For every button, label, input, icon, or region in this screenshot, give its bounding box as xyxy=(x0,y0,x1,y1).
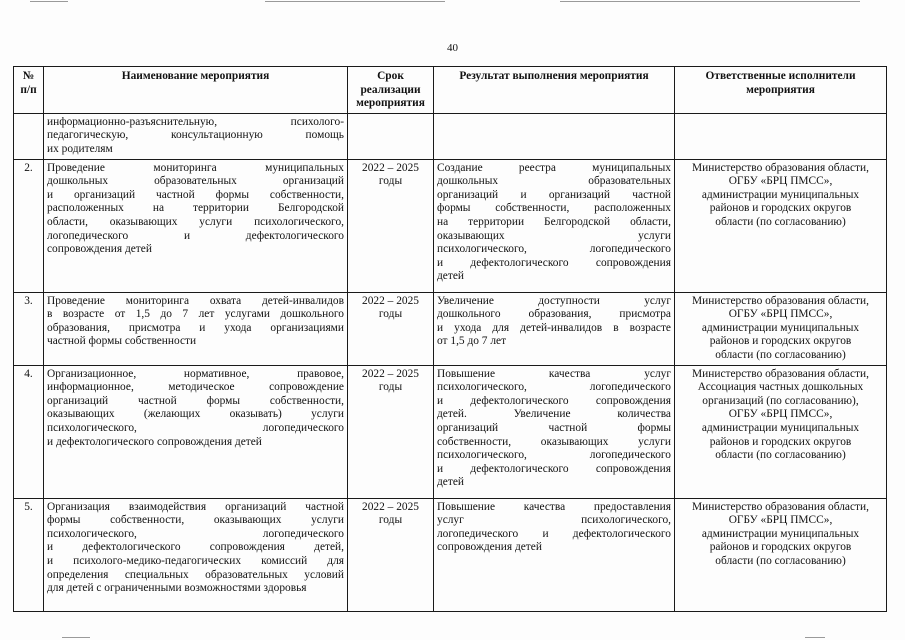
text-line: Проведение мониторинга охвата детей-инвалидов xyxy=(47,294,344,307)
header-result xyxy=(434,67,675,114)
text-line: информационно-разъяснительную, психолого- xyxy=(47,115,344,128)
measure-responsible xyxy=(675,292,887,365)
text-line: № xyxy=(22,70,35,82)
measure-responsible xyxy=(675,365,887,498)
text-line: Организация взаимодействия организаций частной xyxy=(47,500,344,513)
text-line: 2022 – 2025 xyxy=(362,500,419,513)
measure-name xyxy=(44,113,348,159)
text-line: районов и городских округов xyxy=(709,435,852,448)
text-line: и дефектологического сопровождения xyxy=(437,462,671,475)
measures-table xyxy=(13,66,887,612)
text-line: районов и городских округов xyxy=(709,202,852,215)
text-line: в возрасте от 1,5 до 7 лет услугами дошкольного xyxy=(47,308,344,321)
text-line: области (по согласованию) xyxy=(715,215,846,228)
scan-line-top-middle xyxy=(265,1,445,2)
text-line: и организаций частной формы собственности, xyxy=(47,188,344,201)
text-line: ОГБУ «БРЦ ПМСС», xyxy=(728,175,833,188)
text-line: организаций (по согласованию), xyxy=(702,394,859,407)
row-number: 4. xyxy=(14,365,44,498)
text-line: и дефектологического сопровождения xyxy=(437,394,671,407)
scan-line-bottom-right xyxy=(805,637,825,638)
measure-responsible xyxy=(675,113,887,159)
text-line: Результат выполнения мероприятия xyxy=(459,70,649,82)
text-line: Повышение качества предоставления xyxy=(437,500,671,513)
text-line: дошкольных образовательных xyxy=(437,175,671,188)
header-responsible xyxy=(675,67,887,114)
text-line: 2022 – 2025 xyxy=(362,367,419,380)
measure-responsible xyxy=(675,498,887,611)
text-line: Наименование мероприятия xyxy=(121,70,270,82)
text-line: для детей с ограниченными возможностями здоровья xyxy=(47,582,307,595)
text-line: формы собственности, расположенных xyxy=(437,202,671,215)
text-line: на территории Белгородской области, xyxy=(437,215,671,228)
text-line: сопровождения детей xyxy=(437,541,542,554)
text-line: реализации xyxy=(360,83,421,96)
text-line: годы xyxy=(378,308,403,321)
text-line: организаций и организаций частной xyxy=(437,188,671,201)
page-number: 40 xyxy=(447,42,458,54)
text-line: их родителям xyxy=(47,142,113,155)
text-line: организаций частной формы xyxy=(437,421,671,434)
text-line: годы xyxy=(378,381,403,394)
text-line: Ассоциация частных дошкольных xyxy=(697,381,864,394)
text-line: годы xyxy=(378,514,403,527)
table-row xyxy=(14,113,887,159)
text-line: и ухода для детей-инвалидов в возрасте xyxy=(437,321,671,334)
text-line: психологического, логопедического xyxy=(47,421,344,434)
scan-line-top-left xyxy=(30,1,68,2)
text-line: Проведение мониторинга муниципальных xyxy=(47,161,344,174)
text-line: районов и городских округов xyxy=(709,541,852,554)
text-line: детей. Увеличение количества xyxy=(437,408,671,421)
text-line: мероприятия xyxy=(356,97,425,110)
text-line: формы собственности, оказывающих услуги xyxy=(47,514,344,527)
measure-term xyxy=(348,159,434,292)
text-line: 2022 – 2025 xyxy=(362,294,419,307)
measure-name xyxy=(44,292,348,365)
text-line: Организационное, нормативное, правовое, xyxy=(47,367,344,380)
text-line: дошкольного образования, присмотра xyxy=(437,308,671,321)
measure-name xyxy=(44,498,348,611)
text-line: 2022 – 2025 xyxy=(362,161,419,174)
text-line: и дефектологического сопровождения детей xyxy=(47,435,262,448)
text-line: информационное, методическое сопровождение xyxy=(47,381,344,394)
table-row xyxy=(14,292,887,365)
text-line: ОГБУ «БРЦ ПМСС», xyxy=(728,308,833,321)
text-line: сопровождения детей xyxy=(47,243,152,256)
measure-term xyxy=(348,113,434,159)
measure-name xyxy=(44,159,348,292)
header-number xyxy=(14,67,44,114)
measure-name xyxy=(44,365,348,498)
text-line: ОГБУ «БРЦ ПМСС», xyxy=(728,514,833,527)
text-line: оказывающих услуги xyxy=(437,229,671,242)
text-line: администрации муниципальных xyxy=(701,527,860,540)
text-line: организаций частной формы собственности, xyxy=(47,394,344,407)
text-line: области (по согласованию) xyxy=(715,348,846,361)
header-measure-name xyxy=(44,67,348,114)
measure-result xyxy=(434,113,675,159)
measure-result xyxy=(434,292,675,365)
text-line: расположенных на территории Белгородской xyxy=(47,202,344,215)
text-line: образования, присмотра и ухода организациями xyxy=(47,321,344,334)
text-line: области (по согласованию) xyxy=(715,449,846,462)
text-line: от 1,5 до 7 лет xyxy=(437,335,507,348)
text-line: п/п xyxy=(20,83,37,96)
text-line: и дефектологического сопровождения детей, xyxy=(47,541,344,554)
text-line: Министерство образования области, xyxy=(692,500,869,513)
text-line: администрации муниципальных xyxy=(701,188,860,201)
header-term xyxy=(348,67,434,114)
text-line: и дефектологического сопровождения xyxy=(437,256,671,269)
text-line: оказывающих (желающих оказывать) услуги xyxy=(47,408,344,421)
text-line: логопедического и дефектологического xyxy=(47,229,344,242)
text-line: услуг психологического, xyxy=(437,514,671,527)
measure-responsible xyxy=(675,159,887,292)
table-header-row xyxy=(14,67,887,114)
text-line: определения специальных образовательных условий xyxy=(47,568,344,581)
text-line: Создание реестра муниципальных xyxy=(437,161,671,174)
text-line: районов и городских округов xyxy=(709,335,852,348)
text-line: психологического, логопедического xyxy=(47,527,344,540)
text-line: Министерство образования области, xyxy=(692,367,869,380)
text-line: Увеличение доступности услуг xyxy=(437,294,671,307)
text-line: детей xyxy=(437,270,464,283)
table-row xyxy=(14,365,887,498)
text-line: ОГБУ «БРЦ ПМСС», xyxy=(728,408,833,421)
table-row xyxy=(14,159,887,292)
measure-term xyxy=(348,498,434,611)
row-number: 2. xyxy=(14,159,44,292)
text-line: мероприятия xyxy=(746,83,815,96)
scan-line-bottom-left xyxy=(62,637,90,638)
text-line: администрации муниципальных xyxy=(701,421,860,434)
row-number xyxy=(14,113,44,159)
text-line: Министерство образования области, xyxy=(692,294,869,307)
text-line: области, оказывающих услуги психологического, xyxy=(47,215,344,228)
text-line: логопедического и дефектологического xyxy=(437,527,671,540)
measure-result xyxy=(434,159,675,292)
text-line: Ответственные исполнители xyxy=(705,70,856,82)
text-line: области (по согласованию) xyxy=(715,554,846,567)
text-line: частной формы собственности xyxy=(47,335,197,348)
text-line: Срок xyxy=(377,70,404,82)
measure-term xyxy=(348,292,434,365)
text-line: дошкольных образовательных организаций xyxy=(47,175,344,188)
text-line: психологического, логопедического xyxy=(437,243,671,256)
row-number: 5. xyxy=(14,498,44,611)
text-line: психологического, логопедического xyxy=(437,381,671,394)
text-line: собственности, оказывающих услуги xyxy=(437,435,671,448)
text-line: и психолого-медико-педагогических комиссий для xyxy=(47,554,344,567)
measure-result xyxy=(434,365,675,498)
text-line: годы xyxy=(378,175,403,188)
measure-result xyxy=(434,498,675,611)
row-number: 3. xyxy=(14,292,44,365)
text-line: Повышение качества услуг xyxy=(437,367,671,380)
scan-line-top-right xyxy=(560,1,860,2)
text-line: детей xyxy=(437,476,464,489)
text-line: педагогическую, консультационную помощь xyxy=(47,129,344,142)
measure-term xyxy=(348,365,434,498)
text-line: администрации муниципальных xyxy=(701,321,860,334)
text-line: психологического, логопедического xyxy=(437,449,671,462)
table-row xyxy=(14,498,887,611)
text-line: Министерство образования области, xyxy=(692,161,869,174)
